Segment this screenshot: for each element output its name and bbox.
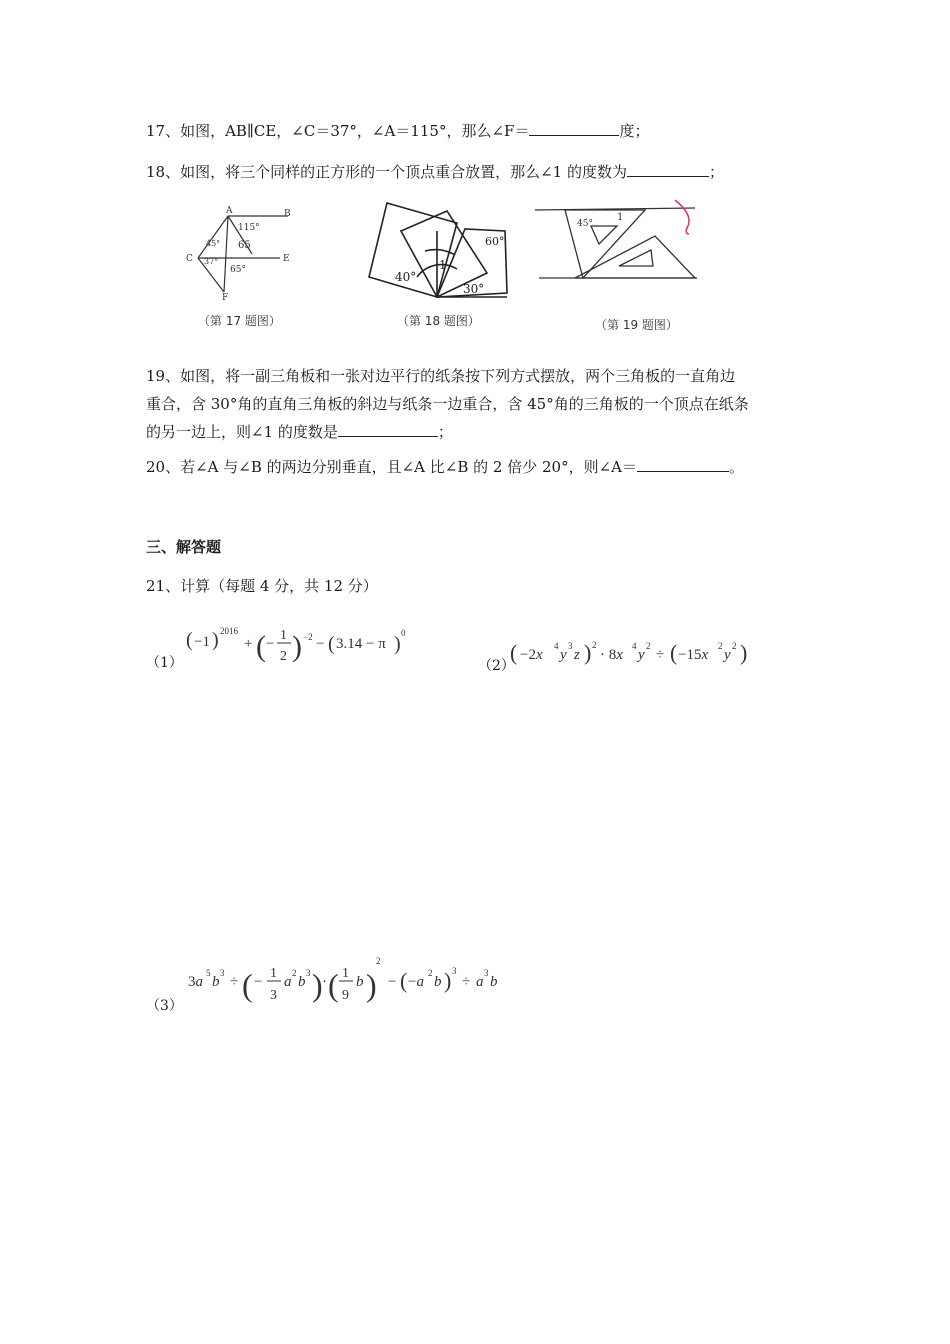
svg-text:−2x: −2x [520, 647, 543, 663]
svg-text:2: 2 [292, 968, 297, 978]
svg-text:): ) [740, 640, 748, 665]
svg-text:): ) [212, 629, 219, 651]
q21-part2-expression [508, 636, 758, 672]
fig18-angle-30: 30° [463, 282, 485, 296]
fig17-angle-65: 65 [238, 240, 251, 251]
figure-17 [180, 200, 300, 300]
svg-text:z: z [574, 647, 580, 663]
svg-text:3: 3 [220, 968, 225, 978]
svg-text:): ) [584, 640, 592, 665]
svg-text:b: b [434, 974, 442, 990]
fig18-angle-60: 60° [485, 235, 505, 248]
svg-text:3: 3 [568, 641, 573, 651]
fig17-angle-45: 45° [206, 239, 221, 248]
svg-text:·: · [322, 974, 327, 990]
svg-text:2: 2 [732, 641, 737, 651]
svg-text:): ) [366, 967, 377, 1003]
q17-suffix: 度； [619, 122, 650, 140]
q17-answer-blank[interactable] [529, 119, 619, 136]
svg-text:−15x: −15x [678, 647, 709, 663]
q19-line2: 重合，含 30°角的直角三角板的斜边与纸条一边重合，含 45°角的三角板的一个顶点在纸条 [146, 395, 749, 413]
svg-text:9: 9 [342, 988, 349, 1003]
svg-text:−2: −2 [303, 632, 313, 642]
svg-text:2: 2 [718, 641, 723, 651]
svg-text:): ) [394, 633, 401, 655]
svg-text:3.14 − π: 3.14 − π [336, 636, 386, 652]
question-18 [146, 160, 724, 182]
svg-text:−: − [266, 636, 275, 652]
q21-part3-expression [184, 952, 514, 1010]
svg-text:2: 2 [280, 649, 287, 664]
figure-19 [535, 198, 705, 288]
svg-text:(: ( [186, 629, 193, 651]
q21-part2-label: （2） [478, 658, 515, 674]
svg-text:2: 2 [646, 641, 651, 651]
fig19-angle-45: 45° [577, 219, 593, 229]
fig19-angle-1: 1 [617, 212, 624, 223]
q19-line3 [146, 418, 810, 446]
q20-suffix: 。 [728, 458, 744, 476]
question-20 [146, 455, 744, 477]
svg-text:y: y [724, 647, 731, 663]
svg-text:b: b [356, 974, 364, 990]
svg-text:): ) [444, 968, 452, 993]
fig17-label-a: A [226, 206, 233, 216]
svg-text:y: y [560, 647, 567, 663]
q19-suffix: ； [437, 423, 453, 441]
section-heading: 三、解答题 [146, 538, 222, 556]
figure-18 [365, 195, 515, 305]
svg-text:2: 2 [376, 956, 381, 966]
svg-text:3: 3 [270, 988, 277, 1003]
q20-answer-blank[interactable] [637, 455, 729, 472]
fig17-label-b: B [284, 209, 291, 219]
svg-text:y: y [638, 647, 645, 663]
question-21-title: 21、计算（每题 4 分，共 12 分） [146, 577, 378, 595]
svg-text:−1: −1 [194, 634, 210, 650]
fig18-caption: （第 18 题图） [397, 314, 480, 328]
svg-text:1: 1 [280, 628, 287, 643]
svg-text:b: b [298, 974, 306, 990]
svg-text:b: b [490, 974, 498, 990]
fig17-angle-37: 37° [204, 257, 219, 266]
svg-text:2: 2 [592, 640, 597, 650]
svg-text:3: 3 [452, 966, 457, 976]
svg-text:÷: ÷ [462, 974, 471, 990]
svg-text:÷: ÷ [230, 974, 239, 990]
q20-text: 20、若∠A 与∠B 的两边分别垂直，且∠A 比∠B 的 2 倍少 20°，则∠A＝ [146, 458, 637, 476]
q19-line3-text: 的另一边上，则∠1 的度数是 [146, 423, 338, 441]
svg-text:· 8x: · 8x [600, 647, 623, 663]
question-19 [146, 362, 810, 446]
svg-text:1: 1 [342, 966, 349, 981]
svg-text:(: ( [256, 630, 266, 663]
q21-part1-label: （1） [146, 655, 183, 671]
q21-part1-expression [182, 622, 422, 668]
svg-text:(: ( [328, 967, 339, 1003]
svg-text:a: a [476, 974, 484, 990]
fig19-caption: （第 19 题图） [595, 318, 678, 332]
svg-text:2: 2 [428, 968, 433, 978]
svg-text:+: + [244, 636, 253, 652]
svg-text:(: ( [510, 640, 518, 665]
q18-text: 18、如图，将三个同样的正方形的一个顶点重合放置，那么∠1 的度数为 [146, 163, 627, 181]
svg-text:(: ( [400, 968, 408, 993]
svg-text:4: 4 [632, 641, 637, 651]
svg-text:2016: 2016 [220, 626, 238, 636]
fig17-caption: （第 17 题图） [198, 314, 281, 328]
svg-text:−a: −a [408, 974, 424, 990]
svg-text:−: − [388, 974, 397, 990]
q19-answer-blank[interactable] [338, 420, 438, 437]
svg-text:3: 3 [484, 968, 489, 978]
svg-text:(: ( [670, 640, 678, 665]
q18-answer-blank[interactable] [627, 160, 709, 177]
svg-text:(: ( [328, 633, 335, 655]
svg-text:÷: ÷ [656, 647, 665, 663]
svg-text:3a: 3a [188, 974, 203, 990]
svg-text:(: ( [242, 967, 253, 1003]
svg-text:a: a [284, 974, 292, 990]
question-17 [146, 119, 649, 141]
svg-text:4: 4 [554, 641, 559, 651]
svg-text:): ) [292, 630, 302, 663]
fig17-label-c: C [186, 254, 193, 264]
q21-part3-label: （3） [146, 998, 183, 1014]
fig18-angle-1: 1 [439, 258, 447, 272]
svg-text:5: 5 [206, 968, 211, 978]
svg-text:−: − [254, 974, 263, 990]
fig17-angle-115: 115° [238, 223, 260, 233]
q17-text: 17、如图，AB∥CE，∠C＝37°，∠A＝115°，那么∠F＝ [146, 122, 530, 140]
svg-text:b: b [212, 974, 220, 990]
svg-text:−: − [316, 636, 325, 652]
svg-text:): ) [312, 967, 323, 1003]
q18-suffix: ； [708, 163, 724, 181]
svg-text:0: 0 [401, 628, 406, 638]
svg-text:1: 1 [270, 966, 277, 981]
q19-line1: 19、如图，将一副三角板和一张对边平行的纸条按下列方式摆放，两个三角板的一直角边 [146, 367, 736, 385]
fig18-angle-40: 40° [395, 270, 417, 284]
fig17-angle-65-lower: 65° [230, 265, 246, 275]
fig17-label-f: F [222, 293, 229, 300]
fig17-label-e: E [283, 254, 290, 264]
svg-text:3: 3 [306, 968, 311, 978]
